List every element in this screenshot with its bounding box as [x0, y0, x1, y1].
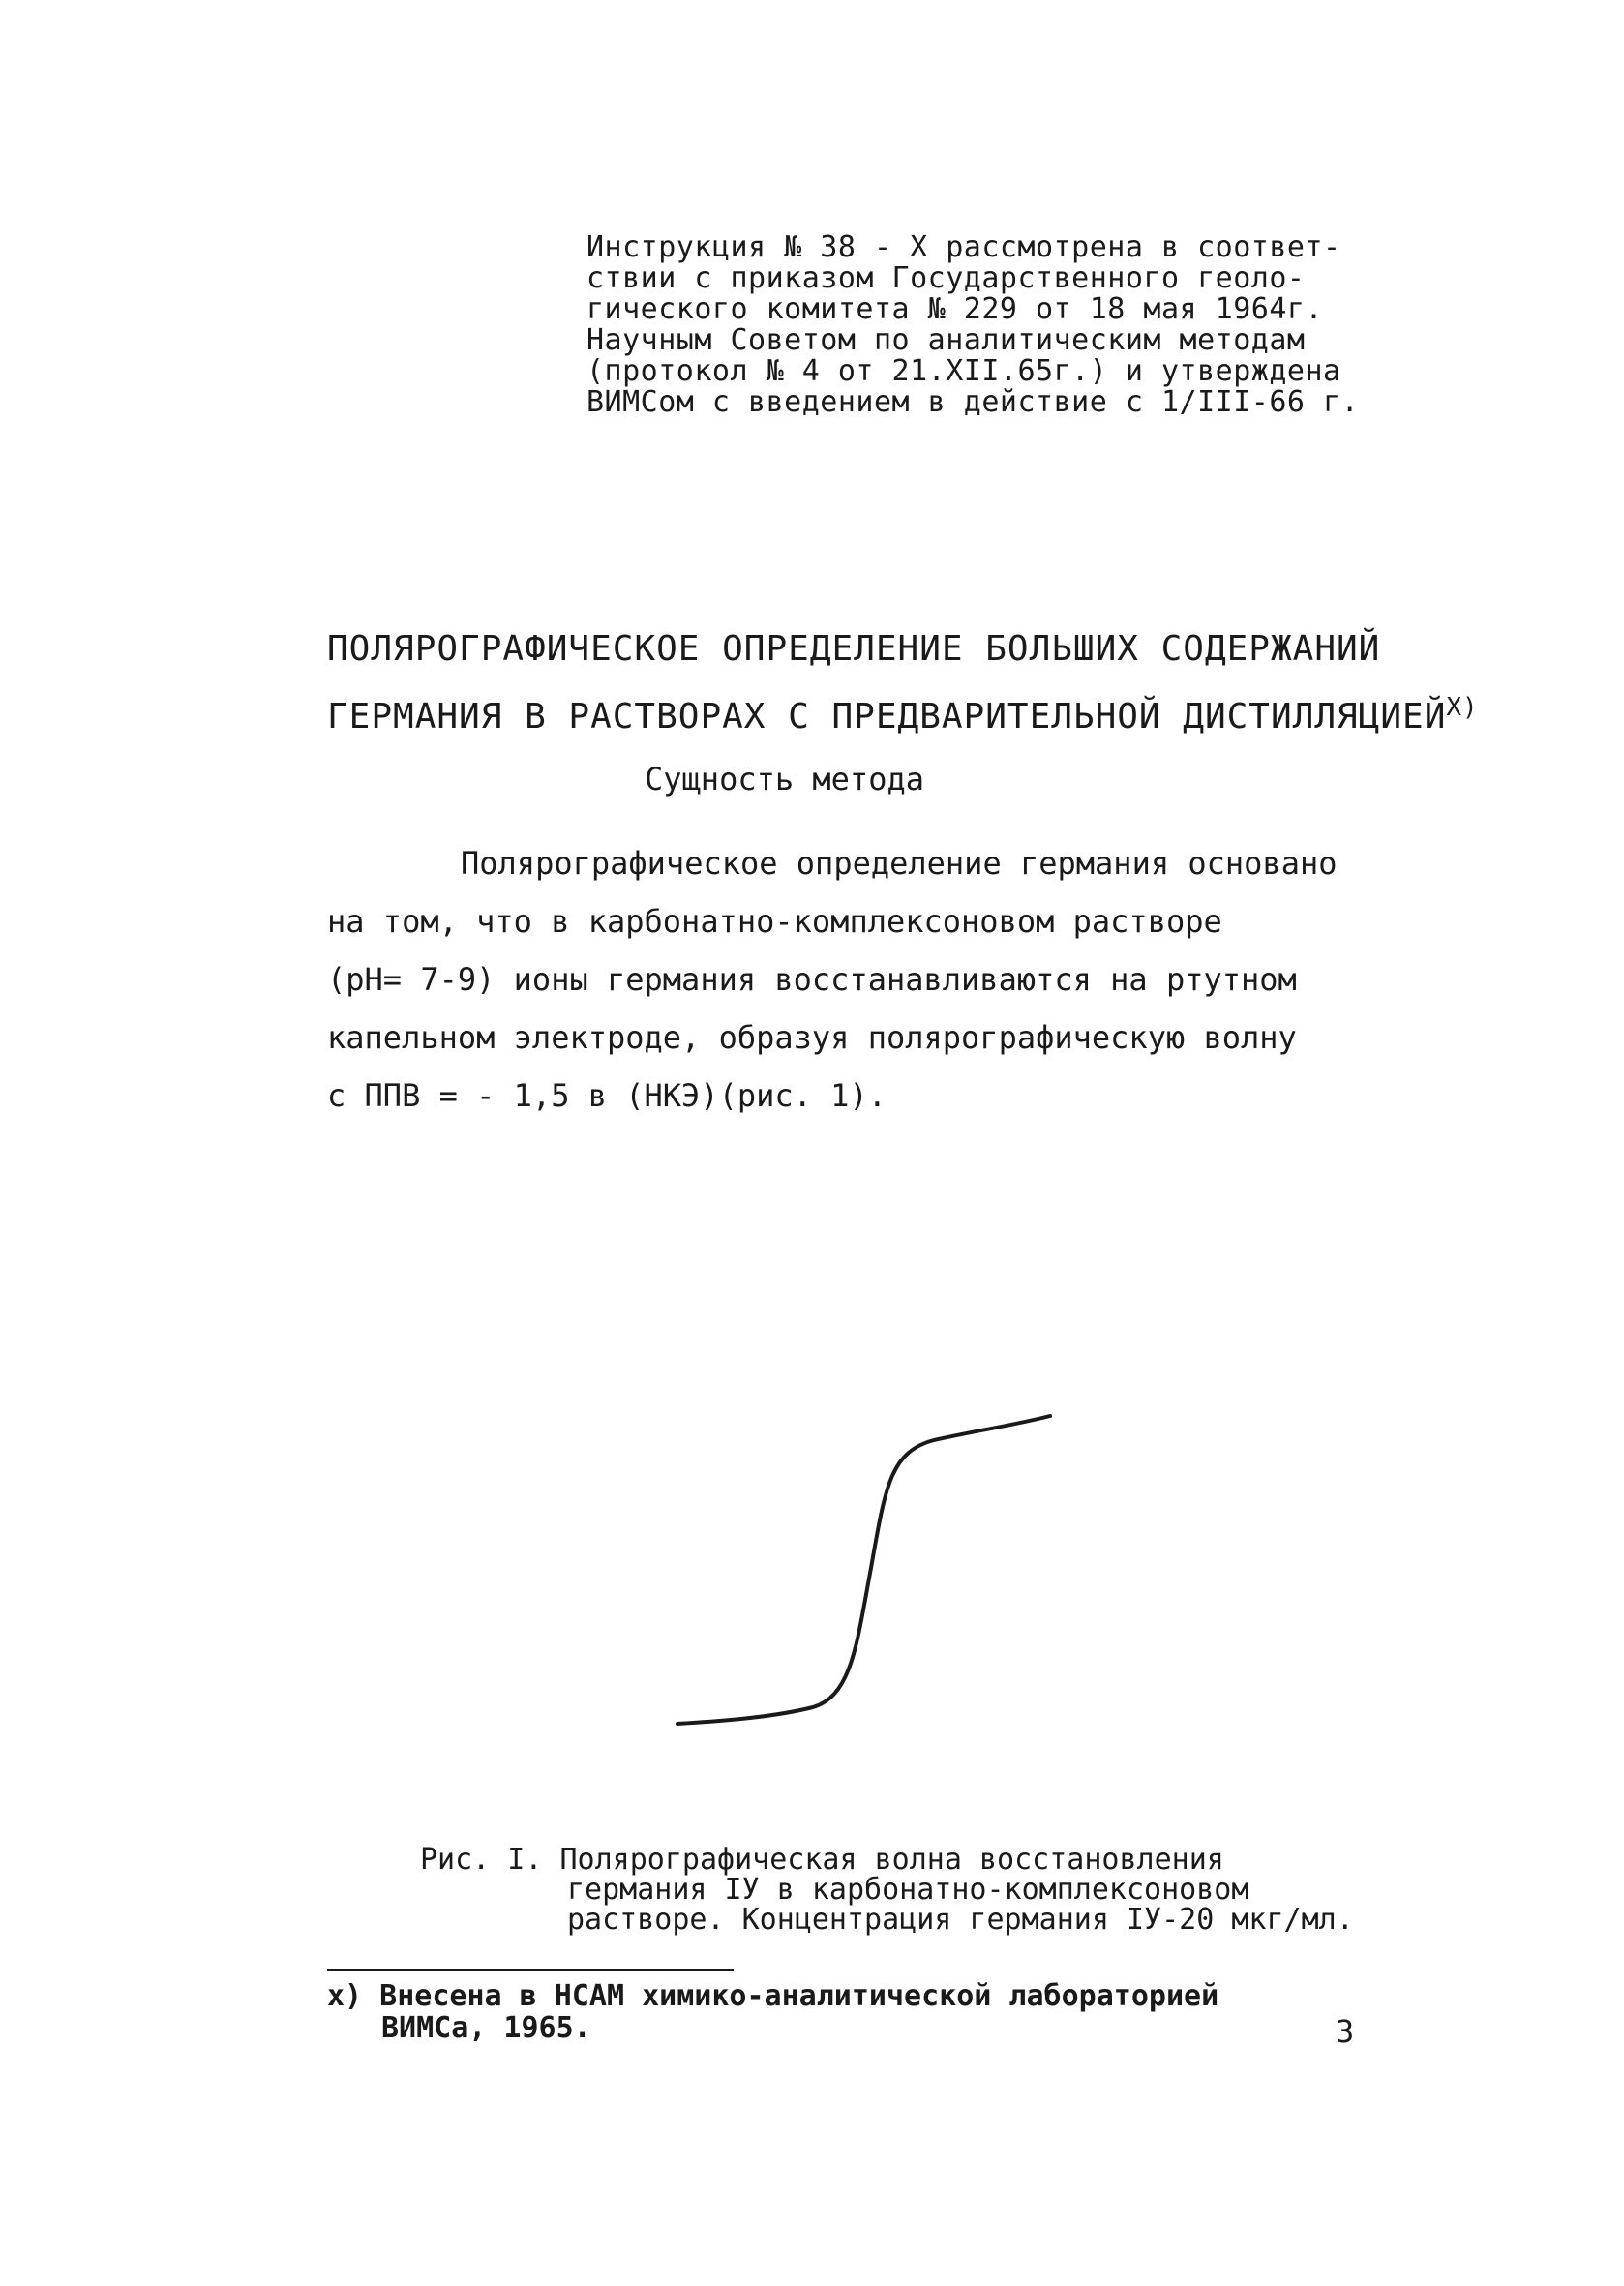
caption-line-1 — [420, 1845, 1427, 1875]
paragraph-line: на том, что в карбонатно-комплексоновом растворе — [327, 903, 1222, 940]
title-line-2 — [327, 683, 1479, 751]
approval-line: ствии с приказом Государственного геоло- — [586, 261, 1306, 295]
method-paragraph — [327, 834, 1392, 1125]
footnote-line-1: x) Внесена в НСАМ химико-аналитической лабораторией — [327, 1979, 1219, 2013]
caption-line-2: германия IУ в карбонатно-комплексоновом — [567, 1873, 1249, 1907]
footnote-line-2: ВИМСа, 1965. — [381, 2011, 591, 2045]
figure-caption — [420, 1845, 1427, 1935]
paragraph-line: с ППВ = - 1,5 в (НКЭ)(рис. 1). — [327, 1077, 887, 1114]
title-line-2-text: ГЕРМАНИЯ В РАСТВОРАХ С ПРЕДВАРИТЕЛЬНОЙ ДИСТИЛЛЯЦИЕЙ — [327, 697, 1447, 737]
section-heading: Сущность метода — [645, 761, 924, 797]
footnote-divider — [327, 1969, 734, 1971]
approval-notice — [586, 232, 1419, 418]
title-line-1: ПОЛЯРОГРАФИЧЕСКОЕ ОПРЕДЕЛЕНИЕ БОЛЬШИХ СОДЕРЖАНИЙ — [327, 629, 1381, 669]
approval-line: гического комитета № 229 от 18 мая 1964г. — [586, 292, 1324, 326]
caption-line-3: растворе. Концентрация германия IУ-20 мкг/мл. — [567, 1903, 1354, 1937]
page-number: 3 — [1336, 2013, 1355, 2050]
polarographic-wave-curve — [677, 1416, 1050, 1724]
approval-line: ВИМСом с введением в действие с 1/III-66 г. — [586, 385, 1360, 419]
approval-line: (протокол № 4 от 21.XII.65г.) и утверждена — [586, 354, 1341, 388]
title-footnote-mark: X) — [1446, 693, 1479, 722]
approval-line: Научным Советом по аналитическим методам — [586, 323, 1306, 357]
footnote — [327, 1980, 1353, 2044]
caption-label: Рис. I. — [420, 1843, 543, 1877]
paragraph-line: (pH= 7-9) ионы германия восстанавливаются на ртутном — [327, 961, 1297, 998]
caption-text: Полярографическая волна восстановления — [559, 1843, 1224, 1877]
paragraph-line: Полярографическое определение германия основано — [461, 845, 1338, 882]
paragraph-line: капельном электроде, образуя полярографическую волну — [327, 1019, 1297, 1056]
document-title — [327, 616, 1479, 751]
approval-line: Инструкция № 38 - Х рассмотрена в соответ- — [586, 230, 1341, 264]
polarographic-wave-figure — [658, 1374, 1142, 1761]
